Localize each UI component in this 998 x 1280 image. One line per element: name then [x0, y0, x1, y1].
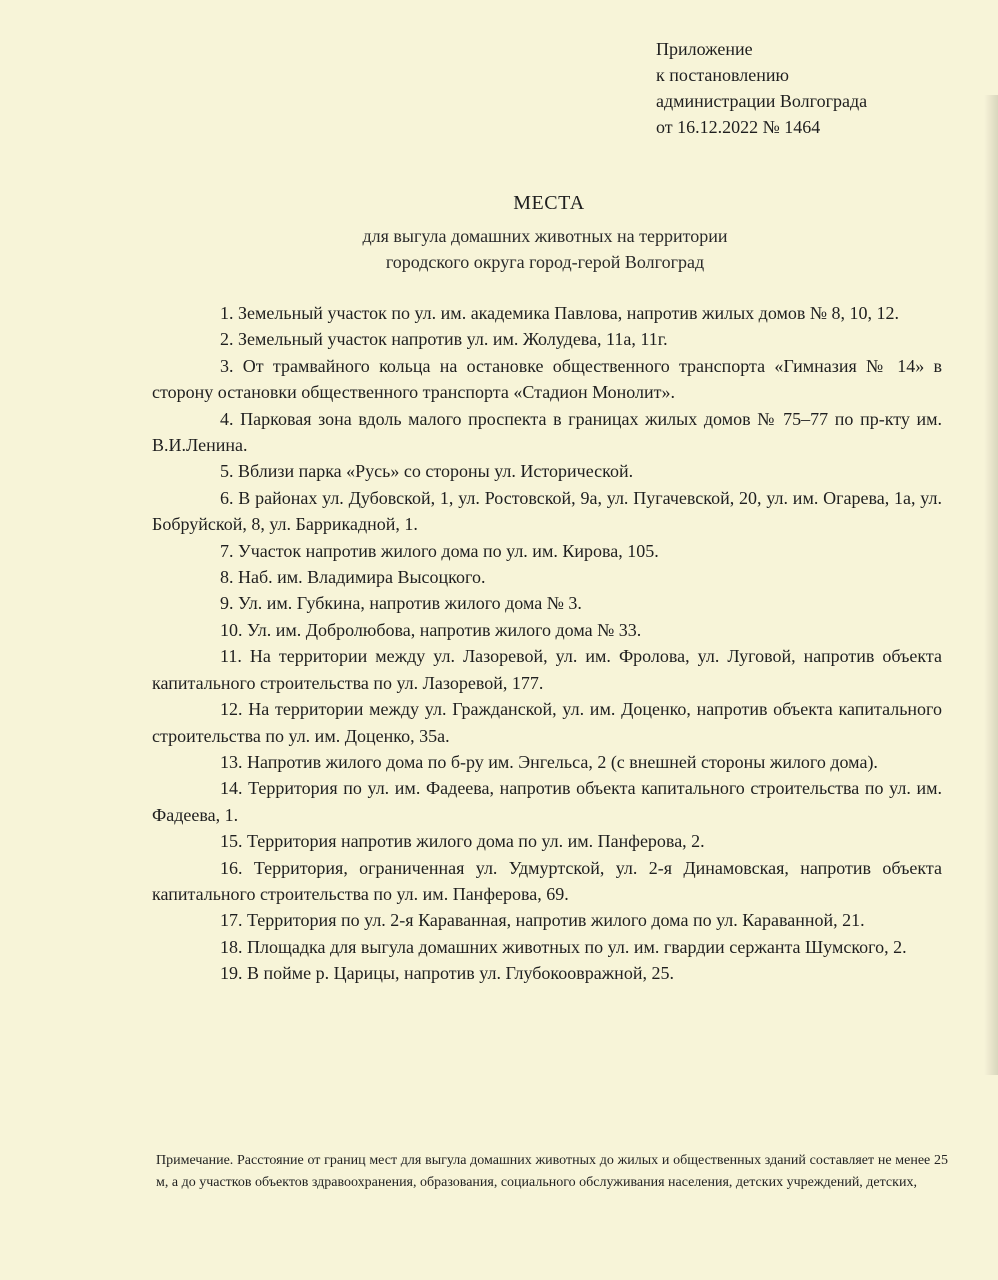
list-item: 13. Напротив жилого дома по б-ру им. Энгельса, 2 (с внешней стороны жилого дома).	[220, 751, 878, 772]
appendix-line: Приложение	[656, 39, 753, 59]
appendix-header	[656, 36, 867, 140]
list-item: 12. На территории между ул. Гражданской, ул. им. Доценко, напротив объекта капитального строительства по ул. им. Доценко, 35а.	[152, 699, 942, 746]
document-title: МЕСТА	[513, 192, 585, 214]
list-item: 4. Парковая зона вдоль малого проспекта в границах жилых домов № 75–77 по пр-кту им. В.И.Ленина.	[152, 408, 942, 456]
list-item: 10. Ул. им. Добролюбова, напротив жилого дома № 33.	[220, 619, 642, 640]
list-item: 2. Земельный участок напротив ул. им. Жолудева, 11а, 11г.	[220, 329, 668, 350]
list-item: 15. Территория напротив жилого дома по ул. им. Панферова, 2.	[220, 831, 705, 852]
appendix-line: администрации Волгограда	[656, 91, 868, 111]
list-item: 6. В районах ул. Дубовской, 1, ул. Ростовской, 9а, ул. Пугачевской, 20, ул. им. Огарева, 1а, ул. Бобруйской, 8, ул. Баррикадной, 1.	[152, 487, 942, 535]
list-item: 8. Наб. им. Владимира Высоцкого.	[220, 567, 486, 588]
list-item: 5. Вблизи парка «Русь» со стороны ул. Исторической.	[220, 461, 634, 482]
list-item: 11. На территории между ул. Лазоревой, ул. им. Фролова, ул. Луговой, напротив объекта капитального строительства по ул. Лазоревой, 177.	[152, 646, 942, 693]
list-item: 7. Участок напротив жилого дома по ул. им. Кирова, 105.	[220, 540, 659, 561]
places-list	[152, 300, 942, 987]
footnote: Примечание. Расстояние от границ мест для выгула домашних животных до жилых и общественных зданий составляет не менее 25 м, а до участков объектов здравоохранения, образования, социального обслуживания населения, детских учреждений, детских,	[156, 1153, 948, 1190]
appendix-date-number: от 16.12.2022 № 1464	[656, 117, 821, 137]
list-item: 3. От трамвайного кольца на остановке общественного транспорта «Гимназия № 14» в сторону остановки общественного транспорта «Стадион Монолит».	[152, 355, 942, 403]
list-item: 14. Территория по ул. им. Фадеева, напротив объекта капитального строительства по ул. им. Фадеева, 1.	[152, 778, 942, 825]
list-item: 19. В пойме р. Царицы, напротив ул. Глубокоовражной, 25.	[220, 963, 674, 984]
list-item: 18. Площадка для выгула домашних животных по ул. им. гвардии сержанта Шумского, 2.	[220, 936, 907, 957]
document-subtitle: городского округа город-герой Волгоград	[385, 252, 705, 272]
list-item: 1. Земельный участок по ул. им. академика Павлова, напротив жилых домов № 8, 10, 12.	[220, 303, 900, 323]
list-item: 9. Ул. им. Губкина, напротив жилого дома № 3.	[220, 593, 582, 614]
document-subtitle: для выгула домашних животных на территории	[362, 226, 728, 246]
appendix-line: к постановлению	[656, 65, 789, 85]
list-item: 16. Территория, ограниченная ул. Удмуртской, ул. 2-я Динамовская, напротив объекта капитального строительства по ул. им. Панферова, 69.	[152, 857, 942, 904]
list-item: 17. Территория по ул. 2-я Караванная, напротив жилого дома по ул. Караванной, 21.	[220, 910, 865, 931]
